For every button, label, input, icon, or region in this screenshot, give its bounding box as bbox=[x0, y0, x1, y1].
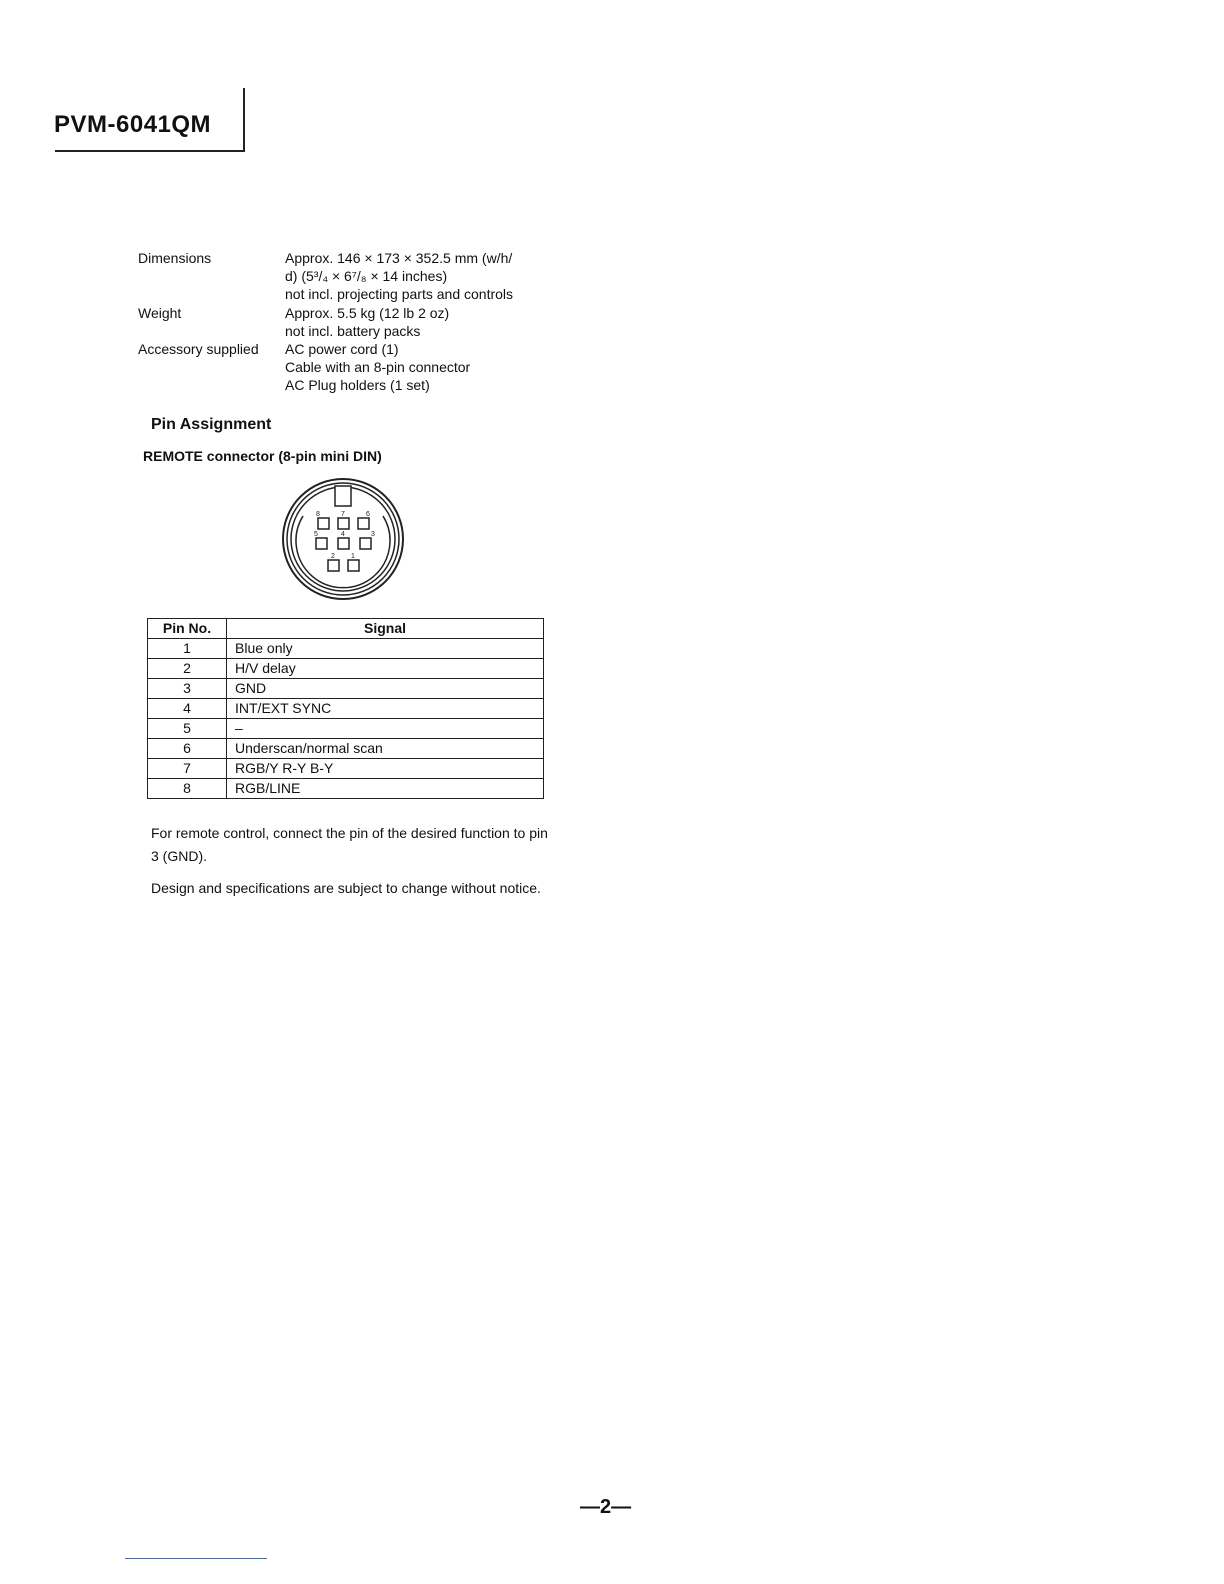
spec-value: not incl. battery packs bbox=[285, 323, 421, 339]
spec-value: not incl. projecting parts and controls bbox=[285, 286, 514, 302]
remote-control-note: For remote control, connect the pin of the desired function to pin 3 (GND). bbox=[151, 825, 548, 864]
signal-cell: Underscan/normal scan bbox=[227, 739, 544, 759]
pin-8 bbox=[318, 518, 329, 529]
bottom-link-rule bbox=[125, 1558, 267, 1559]
pin-number-label: 1 bbox=[351, 553, 355, 560]
pin-number-cell: 1 bbox=[148, 639, 227, 659]
pin-4 bbox=[338, 538, 349, 549]
specification-change-note: Design and specifications are subject to change without notice. bbox=[151, 880, 541, 896]
spec-label: Dimensions bbox=[138, 250, 212, 266]
connector-key bbox=[335, 486, 351, 506]
signal-cell: Blue only bbox=[227, 639, 544, 659]
pin-number-cell: 8 bbox=[148, 779, 227, 799]
signal-cell: – bbox=[227, 719, 544, 739]
pin-2 bbox=[328, 560, 339, 571]
spec-value: Cable with an 8-pin connector bbox=[285, 359, 471, 375]
pin-number-label: 8 bbox=[316, 511, 320, 518]
pin-5 bbox=[316, 538, 327, 549]
table-row bbox=[148, 739, 544, 759]
pin-table bbox=[147, 618, 544, 799]
mini-din-connector-diagram bbox=[280, 476, 406, 602]
table-row bbox=[148, 719, 544, 739]
pin-number-cell: 3 bbox=[148, 679, 227, 699]
spec-label: Weight bbox=[138, 305, 182, 321]
spec-values bbox=[285, 340, 545, 394]
spec-value: AC power cord (1) bbox=[285, 341, 399, 357]
page-number: —2— bbox=[580, 1496, 632, 1518]
title-underline bbox=[55, 150, 245, 152]
column-header-signal: Signal bbox=[227, 619, 544, 639]
pin-number-cell: 4 bbox=[148, 699, 227, 719]
pin-assignment-title: Pin Assignment bbox=[151, 416, 272, 433]
spec-values bbox=[285, 304, 545, 340]
table-row bbox=[148, 679, 544, 699]
spec-value: d) (5³/₄ × 6⁷/₈ × 14 inches) bbox=[285, 268, 448, 284]
pin-number-cell: 2 bbox=[148, 659, 227, 679]
spec-value: Approx. 146 × 173 × 352.5 mm (w/h/ bbox=[285, 250, 513, 266]
signal-cell: H/V delay bbox=[227, 659, 544, 679]
spec-values bbox=[285, 249, 545, 303]
table-row bbox=[148, 699, 544, 719]
signal-cell: RGB/Y R-Y B-Y bbox=[227, 759, 544, 779]
pin-number-label: 5 bbox=[314, 531, 318, 538]
pin-3 bbox=[360, 538, 371, 549]
pin-7 bbox=[338, 518, 349, 529]
pin-number-label: 3 bbox=[371, 531, 375, 538]
pin-number-cell: 7 bbox=[148, 759, 227, 779]
signal-cell: INT/EXT SYNC bbox=[227, 699, 544, 719]
pin-number-cell: 6 bbox=[148, 739, 227, 759]
model-title: PVM-6041QM bbox=[54, 111, 212, 138]
pin-number-label: 2 bbox=[331, 553, 335, 560]
pin-number-cell: 5 bbox=[148, 719, 227, 739]
table-row bbox=[148, 659, 544, 679]
title-divider bbox=[243, 88, 245, 151]
table-row bbox=[148, 639, 544, 659]
signal-cell: RGB/LINE bbox=[227, 779, 544, 799]
pin-number-label: 6 bbox=[366, 511, 370, 518]
spec-value: AC Plug holders (1 set) bbox=[285, 377, 430, 393]
table-row bbox=[148, 759, 544, 779]
spec-value: Approx. 5.5 kg (12 lb 2 oz) bbox=[285, 305, 450, 321]
connector-inner-shell bbox=[296, 516, 390, 588]
table-header-row bbox=[148, 619, 544, 639]
signal-cell: GND bbox=[227, 679, 544, 699]
table-row bbox=[148, 779, 544, 799]
pin-number-label: 7 bbox=[341, 511, 345, 518]
connector-title: REMOTE connector (8-pin mini DIN) bbox=[143, 448, 382, 464]
column-header-pin: Pin No. bbox=[148, 619, 227, 639]
pin-number-label: 4 bbox=[341, 531, 345, 538]
pin-6 bbox=[358, 518, 369, 529]
spec-label: Accessory supplied bbox=[138, 341, 259, 357]
pin-1 bbox=[348, 560, 359, 571]
